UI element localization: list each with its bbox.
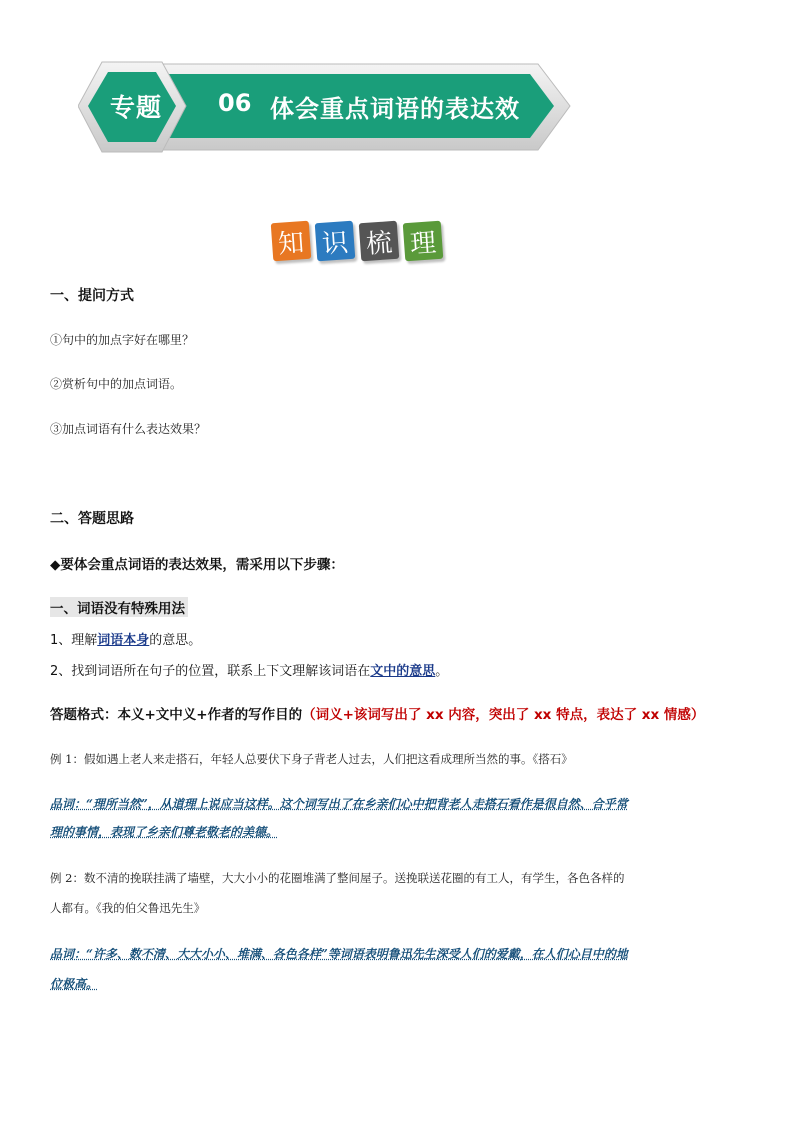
step2-suffix: 。	[435, 664, 449, 679]
banner-number: 06	[218, 89, 252, 117]
example1-text: 例 1：假如遇上老人来走搭石，年轻人总要伏下身子背老人过去，人们把这看成理所当然的事。《搭石》	[50, 752, 573, 766]
example2-answer-line2: 位极高。	[50, 977, 99, 991]
question-1: ①句中的加点字好在哪里？	[50, 333, 195, 347]
format-label: 答题格式：本义+文中义+作者的写作目的	[50, 707, 303, 723]
section2-intro: ◆要体会重点词语的表达效果，需采用以下步骤：	[50, 557, 344, 573]
step1-suffix: 的意思。	[149, 633, 202, 648]
example2-answer-line1: 品词：“许多、数不清、大大小小、堆满、各色各样”等词语表明鲁迅先生深受人们的爱戴，在人们心目中的地	[50, 947, 628, 961]
format-detail: （词义+该词写出了 xx 内容，突出了 xx 特点，表达了 xx 情感）	[302, 707, 705, 723]
example1-answer-line1: 品词：“理所当然”，从道理上说应当这样。这个词写出了在乡亲们心中把背老人走搭石看作是很自然、合乎常	[50, 797, 628, 811]
banner-title: 体会重点词语的表达效	[270, 95, 520, 123]
topic-banner	[78, 58, 578, 158]
badge-tile-4: 理	[403, 221, 444, 262]
badge-tile-2: 识	[315, 221, 356, 262]
section-badge	[272, 222, 444, 266]
step2-link[interactable]: 文中的意思	[370, 664, 436, 679]
step-1	[50, 629, 201, 648]
example1-answer-line2: 理的事情，表现了乡亲们尊老敬老的美德。	[50, 825, 279, 839]
step1-link[interactable]: 词语本身	[97, 633, 150, 648]
step2-prefix: 2、找到词语所在句子的位置，联系上下文理解该词语在	[50, 664, 371, 679]
question-3: ③加点词语有什么表达效果？	[50, 422, 207, 436]
section2-heading: 二、答题思路	[50, 511, 134, 527]
question-2: ②赏析句中的加点词语。	[50, 377, 183, 391]
example2-text-line2: 人都有。《我的伯父鲁迅先生》	[50, 901, 206, 915]
sub-heading: 一、词语没有特殊用法	[50, 597, 188, 617]
answer-format	[50, 703, 704, 723]
badge-tile-3: 梳	[359, 221, 400, 262]
banner-tag: 专题	[110, 93, 163, 122]
step-2	[50, 660, 448, 679]
step1-prefix: 1、理解	[50, 633, 98, 648]
section1-heading: 一、提问方式	[50, 288, 134, 304]
example2-text-line1: 例 2：数不清的挽联挂满了墙壁，大大小小的花圈堆满了整间屋子。送挽联送花圈的有工人，有学生，各色各样的	[50, 871, 625, 885]
badge-tile-1: 知	[271, 221, 312, 262]
